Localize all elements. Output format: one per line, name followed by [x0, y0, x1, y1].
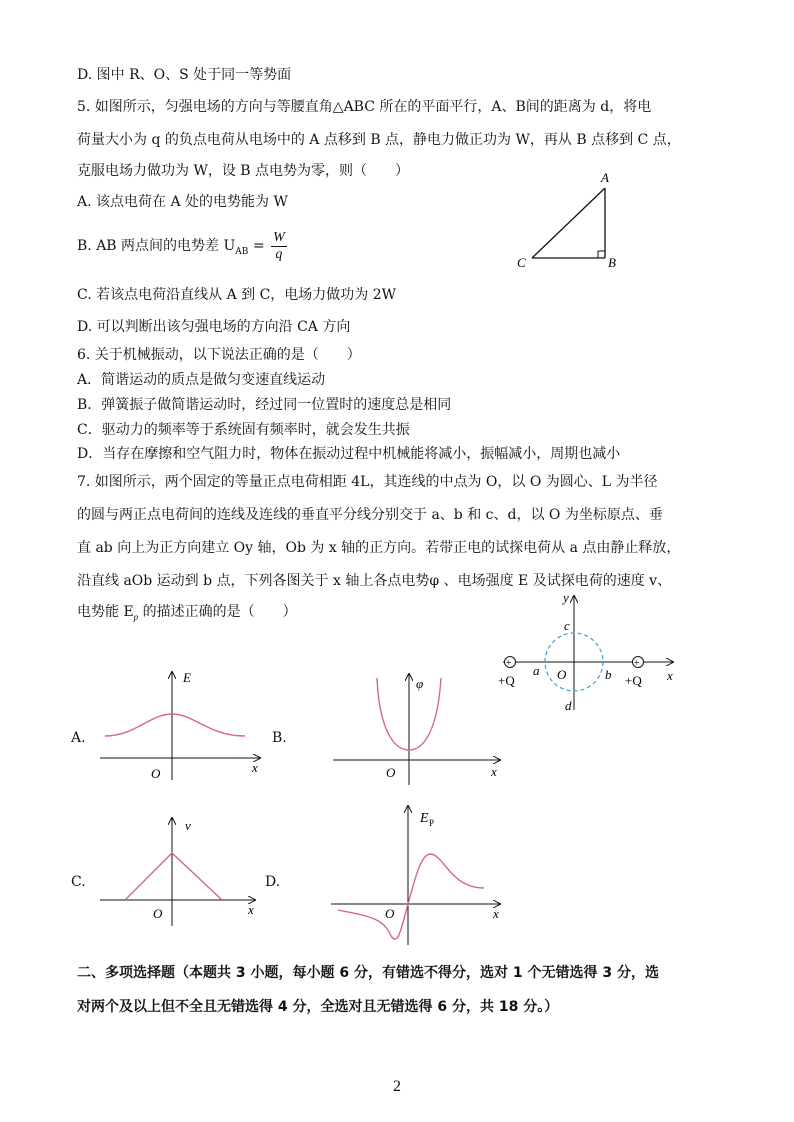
q6-stem: 6. 关于机械振动，以下说法正确的是（ ）: [77, 347, 361, 363]
page-number: 2: [393, 1078, 401, 1095]
q5-option-c: C. 若该点电荷沿直线从 A 到 C，电场力做功为 2W: [77, 287, 397, 303]
graph-b-option: B.: [272, 730, 287, 746]
graph-b-x-label: x: [491, 764, 497, 779]
point-b-label: b: [605, 667, 612, 682]
right-angle-mark: [598, 251, 605, 258]
q7-line5-suffix: 的描述正确的是（ ）: [138, 604, 297, 620]
q7-stem-line4: 沿直线 aOb 运动到 b 点，下列各图关于 x 轴上各点电势φ 、电场强度 E 及试探电荷的速度 v、: [77, 573, 672, 589]
q6-option-c: C．驱动力的频率等于系统固有频率时，就会发生共振: [77, 422, 410, 438]
q7-stem-line2: 的圆与两正点电荷间的连线及连线的垂直平分线分别交于 a、b 和 c、d，以 O 为坐标原点、垂: [77, 507, 663, 523]
q5-fraction: [271, 230, 287, 263]
right-charge-label: +Q: [625, 673, 642, 688]
graph-a: [95, 668, 270, 788]
graph-b-y-label: φ: [416, 676, 424, 691]
q6-option-a: A．简谐运动的质点是做匀变速直线运动: [77, 372, 326, 388]
q5-fraction-den: q: [275, 246, 283, 262]
graph-b: [330, 670, 510, 790]
graph-c-option: C.: [71, 874, 86, 890]
section2-heading-line2: 对两个及以上但不全且无错选得 4 分，全选对且无错选得 6 分，共 18 分。）: [77, 999, 559, 1015]
q5-stem-line3: 克服电场力做功为 W，设 B 点电势为零，则（ ）: [77, 163, 410, 179]
q7-line5-prefix: 电势能 E: [77, 604, 134, 620]
q5-fraction-num: W: [273, 229, 285, 245]
q7-stem-line5: [77, 603, 297, 626]
q5-triangle-figure: [510, 166, 620, 276]
graph-a-option: A.: [71, 730, 86, 746]
origin-label: O: [557, 667, 567, 682]
q5-stem-line1: 5. 如图所示，匀强电场的方向与等腰直角△ABC 所在的平面平行，A、B间的距离为 d，将电: [77, 99, 652, 115]
graph-a-origin: O: [151, 766, 161, 781]
q5-option-a: A. 该点电荷在 A 处的电势能为 W: [77, 194, 288, 210]
graph-c-origin: O: [153, 906, 163, 921]
graph-d-y-label-sub: P: [429, 818, 435, 828]
q7-charges-figure: [495, 590, 685, 715]
vertex-a-label: A: [601, 170, 609, 185]
section2-heading-line1: 二、多项选择题（本题共 3 小题，每小题 6 分，有错选不得分，选对 1 个无错选得 3 分，选: [77, 965, 659, 981]
q6-option-d: D．当存在摩擦和空气阻力时，物体在振动过程中机械能将减小，振幅减小，周期也减小: [77, 446, 621, 462]
fig-x-label: x: [667, 668, 673, 683]
triangle-side-ca: [532, 188, 605, 258]
vertex-c-label: C: [517, 255, 526, 270]
graph-a-y-label: E: [183, 670, 191, 685]
q4-option-d: D. 图中 R、O、S 处于同一等势面: [77, 67, 292, 83]
graph-d-y-label: E: [420, 811, 429, 826]
graph-d-curve: [338, 854, 484, 939]
q5-stem-line2: 荷量大小为 q 的负点电荷从电场中的 A 点移到 B 点，静电力做正功为 W，再从 B 点移到 C 点，: [77, 132, 681, 148]
graph-b-origin: O: [386, 765, 396, 780]
graph-a-x-label: x: [252, 760, 258, 775]
point-d-label: d: [565, 698, 572, 713]
q5-option-b-prefix: B. AB 两点间的电势差 U: [77, 238, 236, 254]
fig-y-label: y: [563, 590, 569, 605]
graph-a-curve: [105, 714, 245, 736]
right-charge-plus: +: [634, 658, 640, 669]
q7-stem-line3: 直 ab 向上为正方向建立 Oy 轴，Ob 为 x 轴的正方向。若带正电的试探电荷从 a 点由静止释放，: [77, 540, 681, 556]
point-a-label: a: [533, 663, 540, 678]
q5-option-b-sub: AB: [235, 247, 249, 257]
q5-option-b-eq: =: [248, 238, 270, 254]
graph-d-option: D.: [265, 874, 281, 890]
vertex-b-label: B: [608, 255, 616, 270]
left-charge-label: +Q: [498, 673, 515, 688]
q5-option-d: D. 可以判断出该匀强电场的方向沿 CA 方向: [77, 319, 351, 335]
graph-c-y-label: v: [185, 818, 191, 833]
q7-line5-sub: p: [133, 612, 139, 622]
graph-c-x-label: x: [248, 902, 254, 917]
graph-c: [95, 814, 270, 934]
graph-d-origin: O: [385, 906, 395, 921]
left-charge-plus: +: [506, 658, 512, 669]
graph-d-x-label: x: [493, 906, 499, 921]
q6-option-b: B．弹簧振子做简谐运动时，经过同一位置时的速度总是相同: [77, 397, 452, 413]
q7-stem-line1: 7. 如图所示，两个固定的等量正点电荷相距 4L，其连线的中点为 O，以 O 为圆心、L 为半径: [77, 474, 658, 490]
graph-c-curve: [125, 853, 222, 900]
graph-d: [328, 800, 508, 948]
point-c-label: c: [564, 618, 570, 633]
q5-option-b: [77, 228, 287, 270]
